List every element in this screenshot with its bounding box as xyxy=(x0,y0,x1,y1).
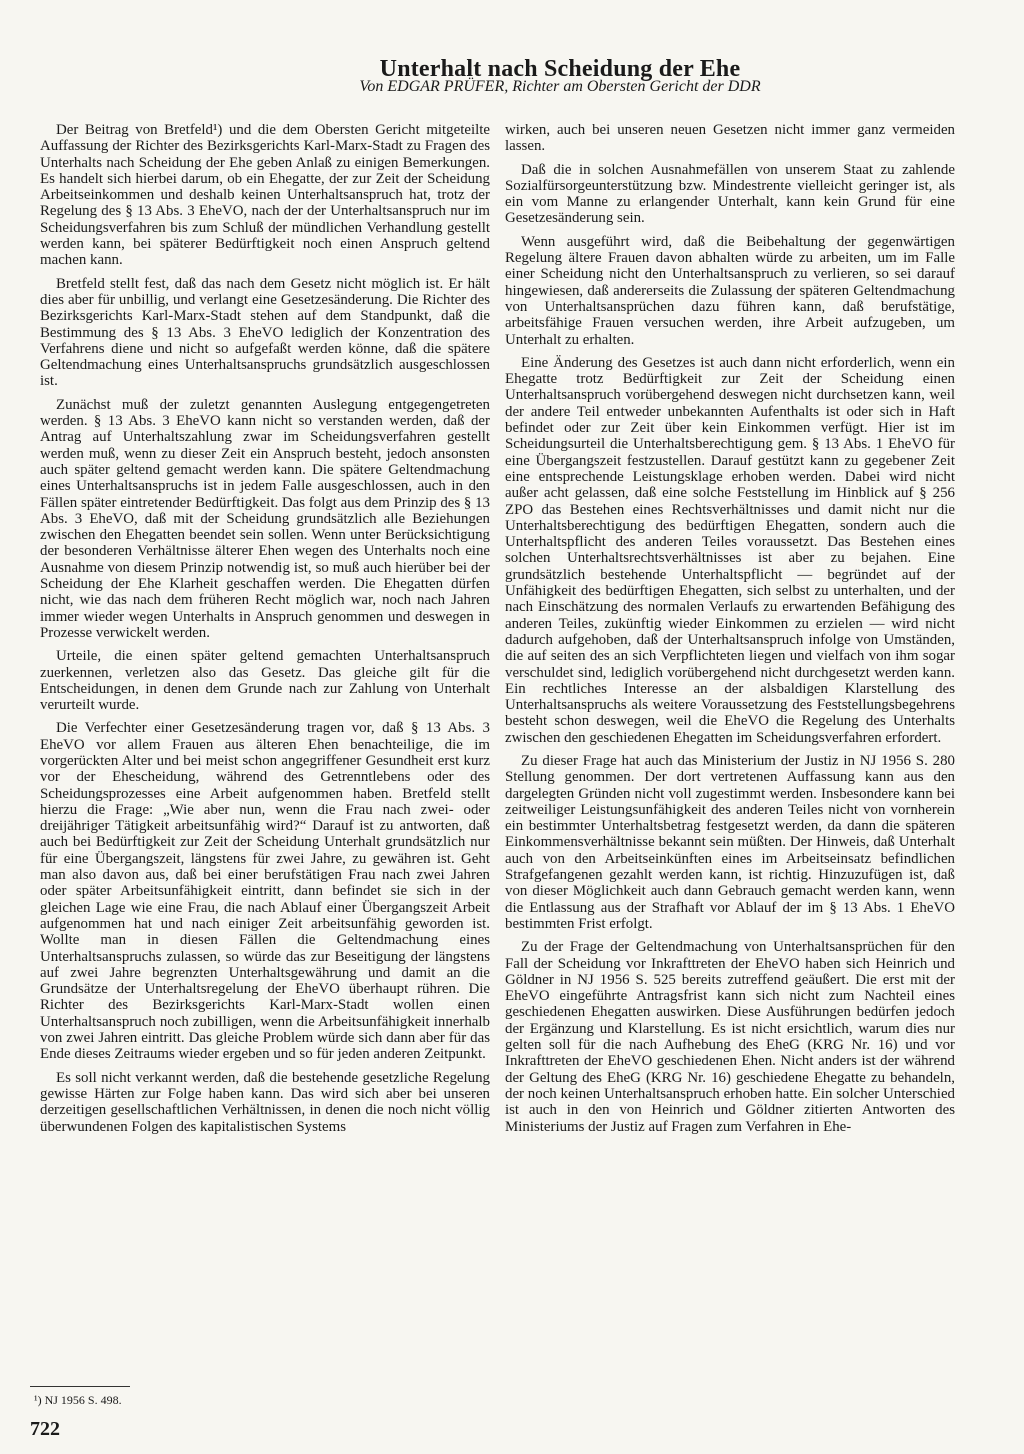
paragraph: Daß die in solchen Ausnahmefällen von unserem Staat zu zahlende Sozialfürsorgeunterstützung bzw. Mindestrente vielleicht geringer ist, als ein vom Manne zu erlangender Unterhalt, kann kein Grund für eine Gesetzesänderung sein. xyxy=(505,161,955,227)
paragraph: Zu der Frage der Geltendmachung von Unterhaltsansprüchen für den Fall der Scheidung vor Inkrafttreten der EheVO haben sich Heinrich und Göldner in NJ 1956 S. 525 bereits zutreffend geäußert. Die erst mit der EheVO eingeführte Antragsfrist kann sich nicht zum Nachteil eines geschiedenen Ehegatten auswirken. Diese Ausführungen bedürfen jedoch der Ergänzung und Klarstellung. Es ist nicht ersichtlich, warum dies nur gelten soll für die nach Aufhebung des EheG (KRG Nr. 16) und vor Inkrafttreten der EheVO geschiedenen Ehen. Nicht anders ist der während der Geltung des EheG (KRG Nr. 16) geschiedene Ehegatte zu behandeln, der noch keinen Unterhaltsanspruch erhoben hatte. Ein solcher Unterschied ist auch in den von Heinrich und Göldner zitierten Antworten des Ministeriums der Justiz auf Fragen zum Verfahren in Ehe- xyxy=(505,939,955,1135)
paragraph-continued: wirken, auch bei unseren neuen Gesetzen nicht immer ganz vermeiden lassen. xyxy=(505,122,955,155)
paragraph: Eine Änderung des Gesetzes ist auch dann nicht erforderlich, wenn ein Ehegatte trotz Bedürftigkeit zur Zeit der Scheidung einen Unterhaltsanspruch vorübergehend deswegen nicht durchsetzen kann, weil der andere Teil entweder unbekannten Aufenthalts ist oder sich in Haft befindet oder zur Zeit über kein Einkommen verfügt. Hier ist im Scheidungsurteil die Unterhaltsberechtigung gem. § 13 Abs. 1 EheVO für eine Übergangszeit festzustellen. Darauf gestützt kann zu gegebener Zeit eine entsprechende Leistungsklage erhoben werden. Dabei wird nicht außer acht gelassen, daß eine solche Feststellung im Hinblick auf § 256 ZPO das Bestehen eines Rechtsverhältnisses und damit nicht nur die Unterhaltsberechtigung des bedürftigen Ehegatten, sondern auch die Unterhaltspflicht des anderen Teiles voraussetzt. Das Bestehen eines solchen Unterhaltsrechtsverhältnisses ist aber zu bejahen. Eine grundsätzlich bestehende Unterhaltspflicht — begründet auf der Unfähigkeit des bedürftigen Ehegatten, sich selbst zu unterhalten, und der nach Einschätzung des normalen Verlaufs zu erwartenden Befähigung des anderen Teiles, zukünftig wieder Einkommen zu erzielen — wird nicht dadurch aufgehoben, daß der Unterhaltsanspruch infolge von Umständen, die auf seiten des an sich Verpflichteten liegen und vielfach von ihm sogar verschuldet sind, lediglich vorübergehend nicht durchgesetzt werden kann. Ein rechtliches Interesse an der alsbaldigen Klarstellung des Unterhaltsanspruchs als weitere Voraussetzung des Feststellungsbegehrens besteht schon deswegen, weil die EheVO die Regelung des Unterhalts zwischen den geschiedenen Ehegatten im Scheidungsverfahren erfordert. xyxy=(505,354,955,746)
paragraph: Es soll nicht verkannt werden, daß die bestehende gesetzliche Regelung gewisse Härten zur Folge haben kann. Das wird sich aber bei unseren derzeitigen gesellschaftlichen Verhältnissen, in denen die noch nicht völlig überwundenen Folgen des kapitalistischen Systems xyxy=(40,1069,490,1135)
right-column xyxy=(505,122,955,1135)
article-byline: Von EDGAR PRÜFER, Richter am Obersten Gericht der DDR xyxy=(359,78,761,95)
paragraph: Urteile, die einen später geltend gemachten Unterhaltsanspruch zuerkennen, verletzen also das Gesetz. Das gleiche gilt für die Entscheidungen, in denen dem Grunde nach zur Zahlung von Unterhalt verurteilt wurde. xyxy=(40,648,490,714)
footnote: ¹) NJ 1956 S. 498. xyxy=(34,1393,122,1407)
left-column xyxy=(40,122,490,1142)
paragraph: Wenn ausgeführt wird, daß die Beibehaltung der gegenwärtigen Regelung ältere Frauen davon abhalten würde zu arbeiten, um im Falle einer Scheidung nicht den Unterhaltsanspruch zu verlieren, so sei darauf hingewiesen, daß andererseits die Zulassung der späteren Geltendmachung von Unterhaltsansprüchen dazu führen kann, daß berufstätige, arbeitsfähige Frauen versuchen werden, ihre Arbeit aufzugeben, um Unterhalt zu erhalten. xyxy=(505,233,955,348)
paragraph: Zu dieser Frage hat auch das Ministerium der Justiz in NJ 1956 S. 280 Stellung genommen. Der dort vertretenen Auffassung kann aus den dargelegten Gründen nicht voll zugestimmt werden. Insbesondere kann bei zeitweiliger Leistungsunfähigkeit des anderen Teiles nicht von vornherein ein bestimmter Unterhaltsbetrag festgesetzt werden, da dann die späteren Einkommensverhältnisse bekannt sein müßten. Der Hinweis, daß Unterhalt auch von den Arbeitseinkünften eines im Arbeitseinsatz befindlichen Strafgefangenen gezahlt werden kann, ist richtig. Hinzuzufügen ist, daß von dieser Möglichkeit auch dann Gebrauch gemacht werden kann, wenn die Entlassung aus der Strafhaft vor Ablauf der im § 13 Abs. 1 EheVO bestimmten Frist erfolgt. xyxy=(505,752,955,932)
paragraph: Zunächst muß der zuletzt genannten Auslegung entgegengetreten werden. § 13 Abs. 3 EheVO kann nicht so verstanden werden, daß der Antrag auf Unterhaltszahlung zwar im Scheidungsverfahren gestellt werden muß, wenn zu dieser Zeit ein Anspruch besteht, jedoch ansonsten auch später geltend gemacht werden kann. Die spätere Geltendmachung eines Unterhaltsanspruchs ist in jedem Falle ausgeschlossen, auch in den Fällen später eintretender Bedürftigkeit. Das folgt aus dem Prinzip des § 13 Abs. 3 EheVO, daß mit der Scheidung grundsätzlich alle Beziehungen zwischen den Ehegatten beendet sein sollen. Wenn unter Berücksichtigung der besonderen Verhältnisse älterer Ehen wegen des Unterhalts noch eine Ausnahme von diesem Prinzip notwendig ist, so muß auch hierüber bei der Scheidung der Ehe Klarheit geschaffen werden. Die Ehegatten dürfen nicht, wie das nach dem früheren Recht möglich war, noch nach Jahren immer wieder wegen Unterhalts in Anspruch genommen und deswegen in Prozesse verwickelt werden. xyxy=(40,396,490,641)
footnote-divider xyxy=(30,1386,130,1387)
article-title: Unterhalt nach Scheidung der Ehe xyxy=(379,56,741,83)
paragraph: Der Beitrag von Bretfeld¹) und die dem Obersten Gericht mitgeteilte Auffassung der Richter des Bezirksgerichts Karl-Marx-Stadt zu Fragen des Unterhalts nach Scheidung der Ehe geben Anlaß zu einigen Bemerkungen. Es handelt sich hierbei darum, ob ein Ehegatte, der zur Zeit der Scheidung Arbeitseinkommen und deshalb keinen Unterhaltsanspruch hat, trotz der Regelung des § 13 Abs. 3 EheVO, nach der der Unterhaltsanspruch nur im Scheidungsverfahren bis zum Schluß der mündlichen Verhandlung gestellt werden kann, bei späterer Bedürftigkeit noch einen Anspruch geltend machen kann. xyxy=(40,122,490,269)
page-number: 722 xyxy=(30,1418,60,1440)
paragraph: Die Verfechter einer Gesetzesänderung tragen vor, daß § 13 Abs. 3 EheVO vor allem Frauen aus älteren Ehen benachteilige, die im vorgerückten Alter und bei meist schon angegriffener Gesundheit erst kurz vor der Ehescheidung, während des Getrenntlebens oder des Scheidungsprozesses eine Arbeit aufgenommen haben. Bretfeld stellt hierzu die Frage: „Wie aber nun, wenn die Frau nach zwei- oder dreijähriger Tätigkeit arbeitsunfähig wird?“ Darauf ist zu antworten, daß auch bei Bedürftigkeit zur Zeit der Scheidung Unterhalt grundsätzlich nur für eine Übergangszeit, längstens für zwei Jahre, zu gewähren ist. Geht man also davon aus, daß bei einer berufstätigen Frau nach zwei Jahren oder später Arbeitsunfähigkeit eintritt, dann befindet sie sich in der gleichen Lage wie eine Frau, die nach Ablauf einer Übergangszeit Arbeit aufgenommen hat und nach einiger Zeit arbeitsunfähig geworden ist. Wollte man in diesen Fällen die Geltendmachung eines Unterhaltsanspruchs zulassen, so würde das zur Beseitigung der längstens auf zwei Jahre begrenzten Unterhaltsgewährung und damit an die Grundsätze der Unterhaltsregelung der EheVO überhaupt rühren. Die Richter des Bezirksgerichts Karl-Marx-Stadt wollen einen Unterhaltsanspruch noch zubilligen, wenn die Arbeitsunfähigkeit innerhalb von zwei Jahren eintritt. Das gleiche Problem würde sich dann aber für das Ende dieses Zeitraums wieder ergeben und so für jeden anderen Zeitpunkt. xyxy=(40,720,490,1063)
paragraph: Bretfeld stellt fest, daß das nach dem Gesetz nicht möglich ist. Er hält dies aber für unbillig, und verlangt eine Gesetzesänderung. Die Richter des Bezirksgerichts Karl-Marx-Stadt stehen auf dem Standpunkt, daß die Bestimmung des § 13 Abs. 3 EheVO lediglich der Konzentration des Verfahrens diene und nicht so aufgefaßt werden könne, daß die spätere Geltendmachung eines Unterhaltsanspruchs grundsätzlich ausgeschlossen ist. xyxy=(40,275,490,390)
